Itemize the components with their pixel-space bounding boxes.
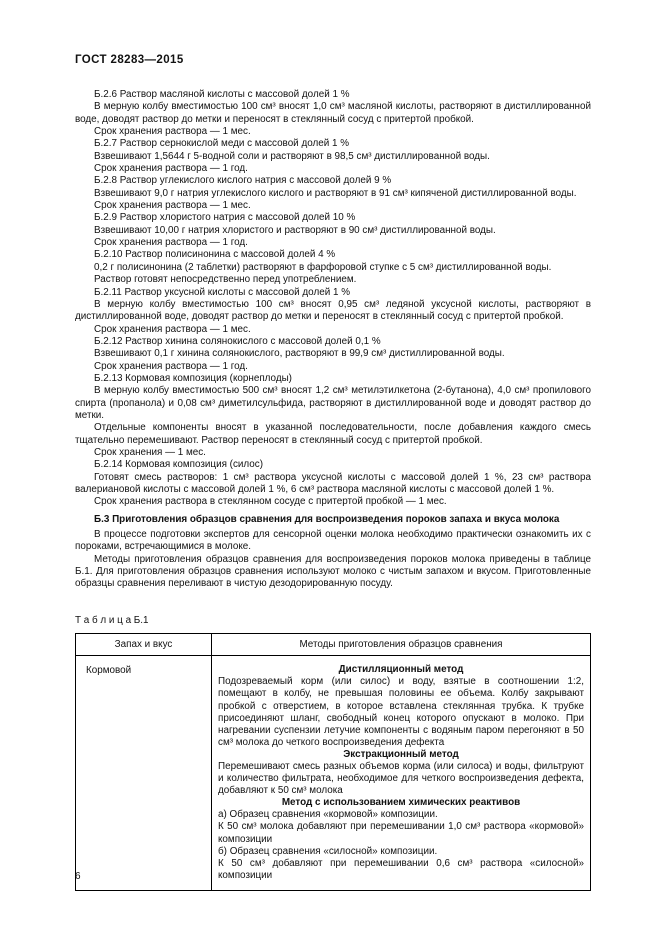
paragraph: Б.2.14 Кормовая композиция (силос) [94,459,264,471]
paragraph: Срок хранения раствора — 1 мес. [94,323,251,335]
paragraph: Методы приготовления образцов сравнения для воспроизведения пороков молока приведены в таблице Б.1. Для приготовления образцов сравнения используют молоко с чистым запахом и вкусом. Приготовленные образцы сравнения переливают в чистую дезодорированную посуду. [75,553,591,590]
paragraph: Срок хранения раствора — 1 год. [94,237,248,249]
paragraph: Б.2.6 Раствор масляной кислоты с массовой долей 1 % [94,89,350,100]
paragraph: Б.2.7 Раствор сернокислой меди с массовой долей 1 % [94,138,350,150]
paragraph: В мерную колбу вместимостью 100 см³ вносят 0,95 см³ ледяной уксусной кислоты, растворяют в дистиллированной воде, доводят раствор до метки и переносят в стеклянный сосуд с притертой пробкой. [75,298,591,323]
paragraph: В процессе подготовки экспертов для сенсорной оценки молока необходимо практически ознакомить их с пороками, встречающимися в молоке. [75,529,591,553]
method-paragraph: Подозреваемый корм (или силос) и воду, взятые в соотношении 1:2, помещают в колбу, не превышая половины ее объема. Колбу закрывают пробкой с отверстием, в которое вставлена стеклянная трубка. К трубке присоединяют шланг, свободный конец которого опускают в молоко. При нагревании суспензии летучие компоненты с водяным паром перегоняют в 50 см³ молока до четкого воспроизведения дефекта [218,676,584,748]
paragraph: Б.2.10 Раствор полисинонина с массовой долей 4 % [94,249,336,261]
table-label: Т а б л и ц а Б.1 [75,614,149,626]
method-heading: Дистилляционный метод [338,664,464,676]
method-paragraph: Перемешивают смесь разных объемов корма (или силоса) и воды, фильтруют и количество фильтрата, необходимое для четкого воспроизведения дефекта, добавляют к 50 см³ молока [218,761,584,797]
paragraph: В мерную колбу вместимостью 100 см³ вносят 1,0 см³ масляной кислоты, растворяют в дистиллированной воде, доводят раствор до метки и переносят в стеклянный сосуд с притертой пробкой. [75,101,591,125]
paragraphs-container [75,89,591,591]
comparison-table [75,633,591,891]
paragraph: Отдельные компоненты вносят в указанной последовательности, после добавления каждого смесь тщательно перемешивают. Раствор переносят в стеклянный сосуд с притертой пробкой. [75,422,591,446]
paragraph: Б.2.13 Кормовая композиция (корнеплоды) [94,372,292,384]
table-row [76,656,591,891]
paragraph: Б.2.8 Раствор углекислого кислого натрия с массовой долей 9 % [94,175,392,187]
paragraph: Готовят смесь растворов: 1 см³ раствора уксусной кислоты с массовой долей 1 %, 23 см³ раствора валериановой кислоты с массовой долей 1 %, 6 см³ раствора масляной кислоты с массовой долей 1 %. [75,471,591,495]
paragraph: Взвешивают 10,00 г натрия хлористого и растворяют в 90 см³ дистиллированной воды. [94,224,496,236]
table-header-row [76,633,591,656]
section-heading: Б.3 Приготовления образцов сравнения для воспроизведения пороков запаха и вкуса молока [94,513,560,525]
method-heading: Метод с использованием химических реактивов [281,797,521,809]
paragraph: Взвешивают 9,0 г натрия углекислого кислого и растворяют в 91 см³ кипяченой дистиллированной воды. [94,187,577,199]
paragraph: 0,2 г полисинонина (2 таблетки) растворяют в фарфоровой ступке с 5 см³ дистиллированной воды. [94,261,552,273]
paragraph: Б.2.11 Раствор уксусной кислоты с массовой долей 1 % [94,286,350,298]
paragraph: В мерную колбу вместимостью 500 см³ вносят 1,2 см³ метилэтилкетона (2-бутанона), 4,0 см³ пропилового спирта (пропанола) и 0,08 см³ диметилсульфида, растворяют в дистиллированной воде и доводят раствор до метки. [75,385,591,421]
paragraph: Раствор готовят непосредственно перед употреблением. [94,274,357,286]
paragraph: Срок хранения — 1 мес. [94,446,206,458]
column-header-methods: Методы приготовления образцов сравнения [212,633,591,656]
paragraph: Б.2.12 Раствор хинина солянокислого с массовой долей 0,1 % [94,335,381,347]
method-paragraph: б) Образец сравнения «силосной» композиции. [218,845,438,857]
method-paragraph: а) Образец сравнения «кормовой» композиции. [218,809,438,821]
paragraph: Срок хранения раствора — 1 мес. [94,126,251,138]
method-paragraph: К 50 см³ добавляют при перемешивании 0,6 см³ раствора «силосной» композиции [218,857,584,881]
document-number: ГОСТ 28283—2015 [75,54,184,66]
page-number: 6 [75,871,81,882]
paragraph: Б.2.9 Раствор хлористого натрия с массовой долей 10 % [94,212,356,224]
paragraph: Срок хранения раствора в стеклянном сосуде с притертой пробкой — 1 мес. [94,496,447,508]
methods-cell [212,656,591,891]
paragraph: Взвешивают 0,1 г хинина солянокислого, растворяют в 99,9 см³ дистиллированной воды. [94,348,505,360]
method-heading: Экстракционный метод [343,748,459,760]
paragraph: Срок хранения раствора — 1 год. [94,360,248,372]
paragraph: Срок хранения раствора — 1 год. [94,163,248,175]
column-header-smell: Запах и вкус [76,633,212,656]
method-paragraph: К 50 см³ молока добавляют при перемешивании 1,0 см³ раствора «кормовой» композиции [218,821,584,845]
smell-cell: Кормовой [76,656,212,891]
paragraph: Срок хранения раствора — 1 мес. [94,200,251,212]
paragraph: Взвешивают 1,5644 г 5-водной соли и растворяют в 98,5 см³ дистиллированной воды. [94,150,490,162]
